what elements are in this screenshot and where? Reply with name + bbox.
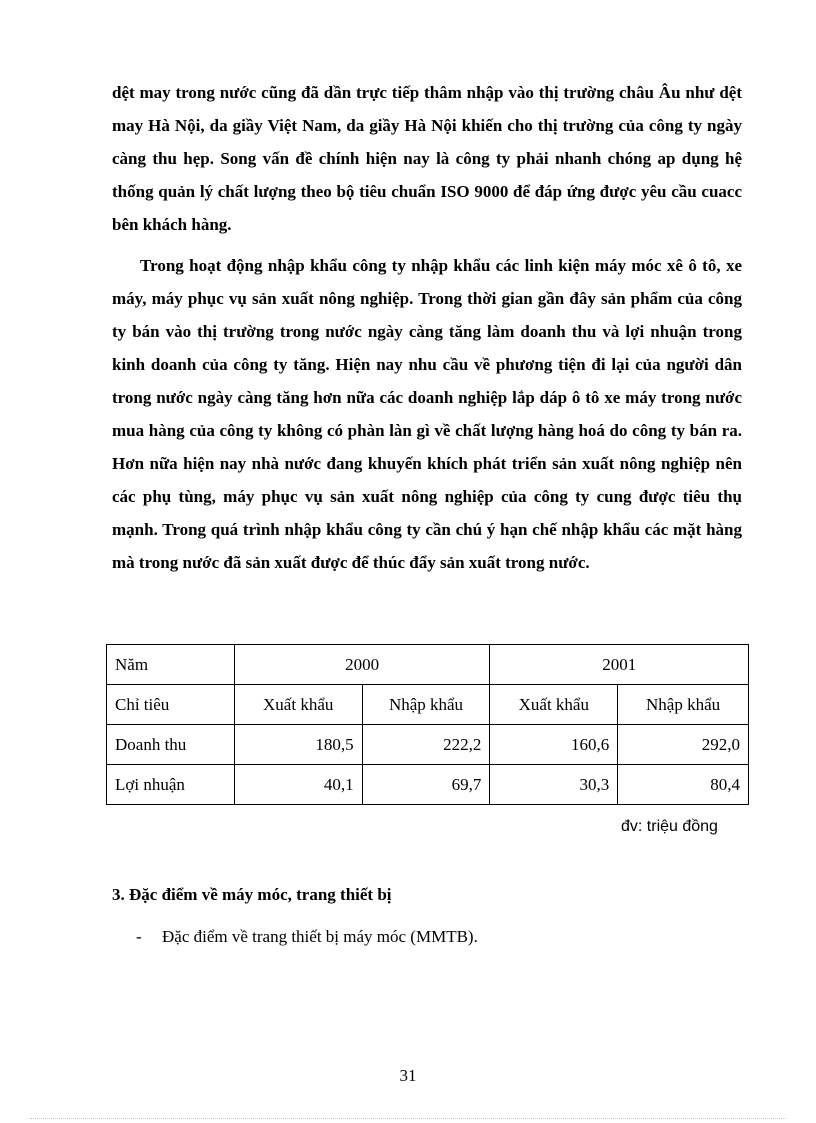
table-subheader-row — [107, 685, 749, 725]
table-row — [107, 765, 749, 805]
column-header-cell: Xuất khẩu — [234, 685, 362, 725]
column-header-cell: Xuất khẩu — [490, 685, 618, 725]
paragraph-2: Trong hoạt động nhập khẩu công ty nhập khẩu các linh kiện máy móc xê ô tô, xe máy, máy phục vụ sản xuất nông nghiệp. Trong thời gian gần đây sản phẩm của công ty bán vào thị trường trong nước ngày càng tăng làm doanh thu và lợi nhuận trong kinh doanh của công ty tăng. Hiện nay nhu cầu về phương tiện đi lại của người dân trong nước ngày càng tăng hơn nữa các doanh nghiệp lắp dáp ô tô xe máy trong nước mua hàng của công ty không có phàn làn gì về chất lượng hàng hoá do công ty bán ra. Hơn nữa hiện nay nhà nước đang khuyến khích phát triển sản xuất nông nghiệp nên các phụ tùng, máy phục vụ sản xuất nông nghiệp của công ty cung được tiêu thụ mạnh. Trong quá trình nhập khẩu công ty cần chú ý hạn chế nhập khẩu các mặt hàng mà trong nước đã sản xuất được để thúc đẩy sản xuất trong nước. — [112, 256, 742, 572]
year-header-cell: 2000 — [234, 645, 490, 685]
bullet-item — [136, 927, 478, 947]
table-header-row — [107, 645, 749, 685]
value-cell: 40,1 — [234, 765, 362, 805]
year-header-cell: 2001 — [490, 645, 749, 685]
unit-note: đv: triệu đồng — [621, 818, 718, 835]
value-cell: 292,0 — [618, 725, 749, 765]
value-cell: 80,4 — [618, 765, 749, 805]
column-header-cell: Nhập khẩu — [362, 685, 490, 725]
value-cell: 222,2 — [362, 725, 490, 765]
row-label-cell: Lợi nhuận — [107, 765, 235, 805]
table-row — [107, 725, 749, 765]
year-label-cell: Năm — [107, 645, 235, 685]
section-heading: 3. Đặc điểm về máy móc, trang thiết bị — [112, 885, 392, 904]
footer-divider — [30, 1118, 786, 1119]
value-cell: 180,5 — [234, 725, 362, 765]
column-header-cell: Nhập khẩu — [618, 685, 749, 725]
value-cell: 160,6 — [490, 725, 618, 765]
bullet-marker: - — [136, 927, 142, 946]
revenue-profit-table — [106, 644, 749, 805]
indicator-label-cell: Chỉ tiêu — [107, 685, 235, 725]
bullet-text: Đặc điểm về trang thiết bị máy móc (MMTB). — [162, 927, 478, 946]
paragraph-1: dệt may trong nước cũng đã dần trực tiếp thâm nhập vào thị trường châu Âu như dệt may Hà Nội, da giầy Việt Nam, da giầy Hà Nội khiến cho thị trường của công ty ngày càng thu hẹp. Song vấn đề chính hiện nay là công ty phải nhanh chóng ap dụng hệ thống quản lý chất lượng theo bộ tiêu chuẩn ISO 9000 để đáp ứng được yêu cầu cuacc bên khách hàng. — [112, 83, 742, 234]
value-cell: 30,3 — [490, 765, 618, 805]
value-cell: 69,7 — [362, 765, 490, 805]
page-number: 31 — [399, 1066, 417, 1085]
row-label-cell: Doanh thu — [107, 725, 235, 765]
